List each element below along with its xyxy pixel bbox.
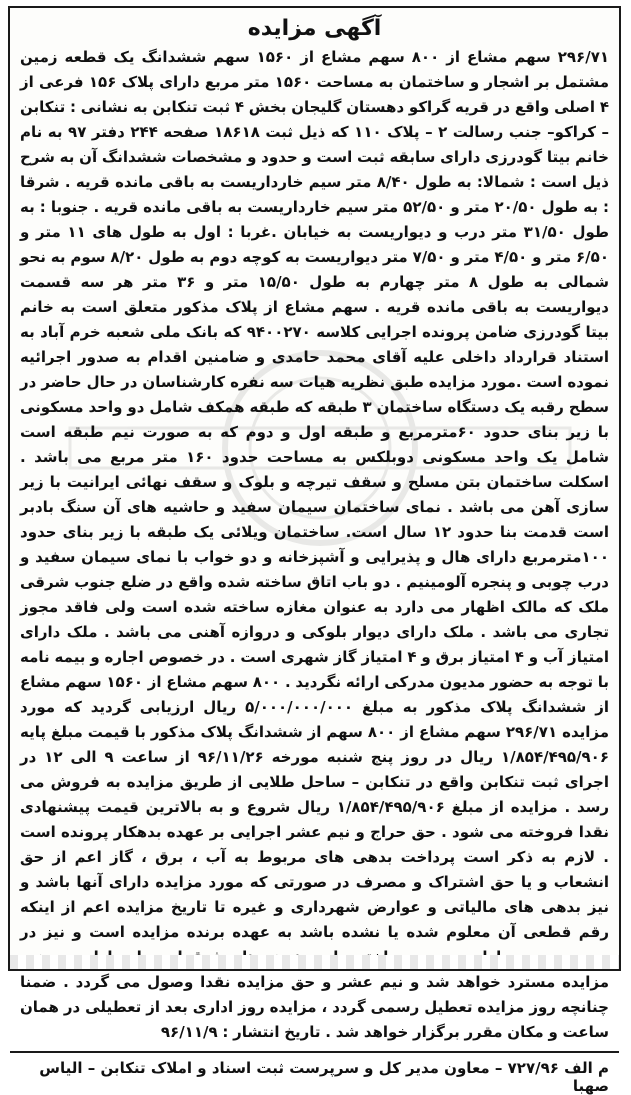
notice-title: آگهی مزایده — [247, 16, 382, 41]
bottom-stripe — [10, 955, 619, 969]
notice-footer: م الف ۷۲۷/۹۶ – معاون مدیر کل و سرپرست ثبت اسناد و املاک تنکابن – الیاس صهبا — [39, 1059, 609, 1095]
auction-notice — [8, 6, 621, 1095]
notice-body: ۲۹۶/۷۱ سهم مشاع از ۸۰۰ سهم مشاع از ۱۵۶۰ سهم ششدانگ یک قطعه زمین مشتمل بر اشجار و ساختمان به مساحت ۱۵۶۰ متر مربع دارای پلاک ۱۵۶ فرعی از ۴ اصلی واقع در قریه گراکو دهستان گلیجان بخش ۴ ثبت تنکابن به نشانی : تنکابن – کراکو– جنب رسالت ۲ – پلاک ۱۱۰ که ذیل ثبت ۱۸۶۱۸ صفحه ۲۴۴ دفتر ۹۷ به نام خانم بیتا گودرزی دارای سابقه ثبت است و حدود و مشخصات ششدانگ آن به شرح ذیل است : شمالا: به طول ۸/۴۰ متر سیم خارداریست به باقی مانده قریه . شرقا : به طول ۲۰/۵۰ متر و ۵۲/۵۰ متر سیم خارداریست به باقی مانده قریه . جنوبا : به طول ۳۱/۵۰ متر درب و دیواریست به خیابان .غربا : اول به طول های ۱۱ متر و ۶/۵۰ متر و ۴/۵۰ متر و ۷/۵۰ متر دیواریست به کوچه دوم به طول ۸/۲۰ سوم به نحو شمالی به طول ۸ متر چهارم به طول ۱۵/۵۰ متر و ۳۶ متر هر سه قسمت دیواریست به باقی مانده قریه . سهم مشاع از پلاک مذکور متعلق است به خانم بیتا گودرزی ضامن پرونده اجرایی کلاسه ۹۴۰۰۲۷۰ که بانک ملی شعبه خرم آباد به استناد قرارداد داخلی علیه آقای محمد حامدی و ضامنین اقدام به صدور اجرائیه نموده است .مورد مزایده طبق نظریه هیات سه نفره کارشناسان در حال حاضر در سطح رقبه یک دستگاه ساختمان ۳ طبقه که طبقه همکف شامل دو واحد مسکونی با زیر بنای حدود ۶۰مترمربع و طبقه اول و دوم که به صورت نیم طبقه است شامل یک واحد مسکونی دوبلکس به مساحت حدود ۱۶۰ متر مربع می باشد . اسکلت ساختمان بتن مسلح و سقف تیرچه و بلوک و سقف نهائی ایرانیت با زیر سازی آهن می باشد . نمای ساختمان سیمان سفید و حاشیه های آن سنگ بادبر است قدمت بنا حدود ۱۲ سال است. ساختمان ویلائی یک طبقه با زیر بنای حدود ۱۰۰مترمربع دارای هال و پذیرایی و آشپزخانه و دو خواب با نمای سیمان سفید و درب چوبی و پنجره آلومینیم . دو باب اتاق ساخته شده واقع در ضلع جنوب شرقی ملک که مالک اظهار می دارد به عنوان مغازه ساخته شده است ولی فاقد مجوز تجاری می باشد . ملک دارای دیوار بلوکی و دروازه آهنی می باشد . ملک دارای امتیاز آب و ۴ امتیاز برق و ۴ امتیاز گاز شهری است . در خصوص اجاره و بیمه نامه با توجه به حضور مدیون مدرکی ارائه نگردید . ۸۰۰ سهم مشاع از ۱۵۶۰ سهم مشاع از ششدانگ پلاک مذکور به مبلغ ۵/۰۰۰/۰۰۰/۰۰۰ ریال ارزیابی گردید که مورد مزایده ۲۹۶/۷۱ سهم مشاع از ۸۰۰ سهم از ششدانگ پلاک مذکور با قیمت مبلغ پایه ۱/۸۵۴/۴۹۵/۹۰۶ ریال در روز پنج شنبه مورخه ۹۶/۱۱/۲۶ از ساعت ۹ الی ۱۲ در اجرای ثبت تنکابن واقع در تنکابن – ساحل طلایی از طریق مزایده به فروش می رسد . مزایده از مبلغ ۱/۸۵۴/۴۹۵/۹۰۶ ریال شروع و به بالاترین قیمت پیشنهادی نقدا فروخته می شود . حق حراج و نیم عشر اجرایی بر عهده بدهکار پرونده است . لازم به ذکر است پرداخت بدهی های مربوط به آب ، برق ، گاز اعم از حق انشعاب و یا حق اشتراک و مصرف در صورتی که مورد مزایده دارای آنها باشد و نیز بدهی های مالیاتی و عوارض شهرداری و غیره تا تاریخ مزایده اعم از اینکه رقم قطعی آن معلوم شده یا نشده باشد به عهده برنده مزایده است و نیز در مزایده مسترد خواهد شد و نیم عشر و حق مزایده نقدا وصول می گردد . ضمنا چنانچه روز مزایده تعطیل رسمی گردد ، مزایده روز اداری بعد از تعطیلی در همان ساعت و مکان مقرر برگزار خواهد شد . تاریخ انتشار : ۹۶/۱۱/۹ — [20, 48, 610, 1041]
